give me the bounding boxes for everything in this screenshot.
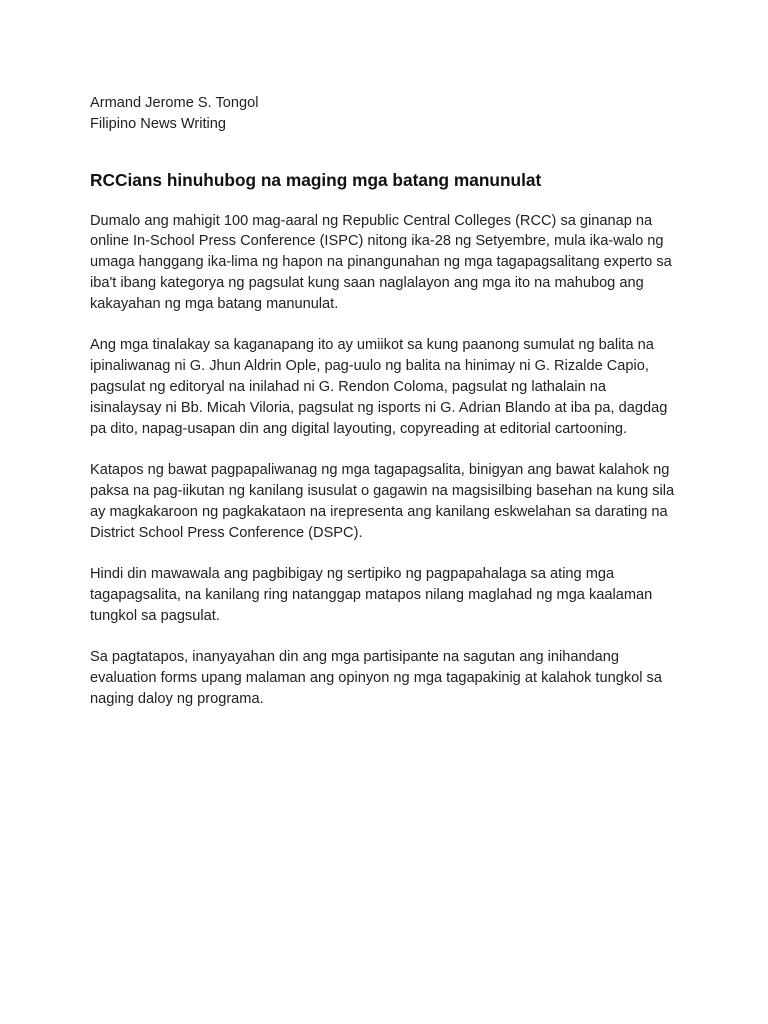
article-paragraph-2: Ang mga tinalakay sa kaganapang ito ay umiikot sa kung paanong sumulat ng balita na ipinaliwanag ni G. Jhun Aldrin Ople, pag-uulo ng balita na hinimay ni G. Rizalde Capio, pagsulat ng editoryal na inilahad ni G. Rendon Coloma, pagsulat ng lathalain na isinalaysay ni Bb. Micah Viloria, pagsulat ng isports ni G. Adrian Blando at iba pa, dagdag pa dito, napag-usapan din ang digital layouting, copyreading at editorial cartooning. (90, 337, 668, 437)
document-header (90, 93, 680, 135)
document-page (90, 93, 680, 710)
author-name: Armand Jerome S. Tongol (90, 95, 259, 111)
article-paragraph-3: Katapos ng bawat pagpapaliwanag ng mga tagapagsalita, binigyan ang bawat kalahok ng paksa na pag-iikutan ng kanilang isusulat o gagawin na magsisilbing basehan na kung sila ay magkakaroon ng pagkakataon na irepresenta ang kanilang eskwelahan sa darating na District School Press Conference (DSPC). (90, 462, 675, 541)
article-paragraph-4: Hindi din mawawala ang pagbibigay ng sertipiko ng pagpapahalaga sa ating mga tagapagsalita, na kanilang ring natanggap matapos nilang maglahad ng mga kaalaman tungkol sa pagsulat. (90, 566, 653, 624)
article-headline: RCCians hinuhubog na maging mga batang manunulat (90, 169, 542, 190)
article-body (90, 211, 680, 710)
course-title: Filipino News Writing (90, 115, 226, 132)
article-paragraph-1: Dumalo ang mahigit 100 mag-aaral ng Republic Central Colleges (RCC) sa ginanap na online In-School Press Conference (ISPC) nitong ika-28 ng Setyembre, mula ika-walo ng umaga hanggang ika-lima ng hapon na pinangunahan ng mga tagapagsalitang experto sa iba't ibang kategorya ng pagsulat kung saan naglalayon ang mga ito na mahubog ang kakayahan ng mga batang manunulat. (90, 212, 672, 312)
article-paragraph-5: Sa pagtatapos, inanyayahan din ang mga partisipante na sagutan ang inihandang evaluation forms upang malaman ang opinyon ng mga tagapakinig at kalahok tungkol sa naging daloy ng programa. (90, 649, 662, 707)
